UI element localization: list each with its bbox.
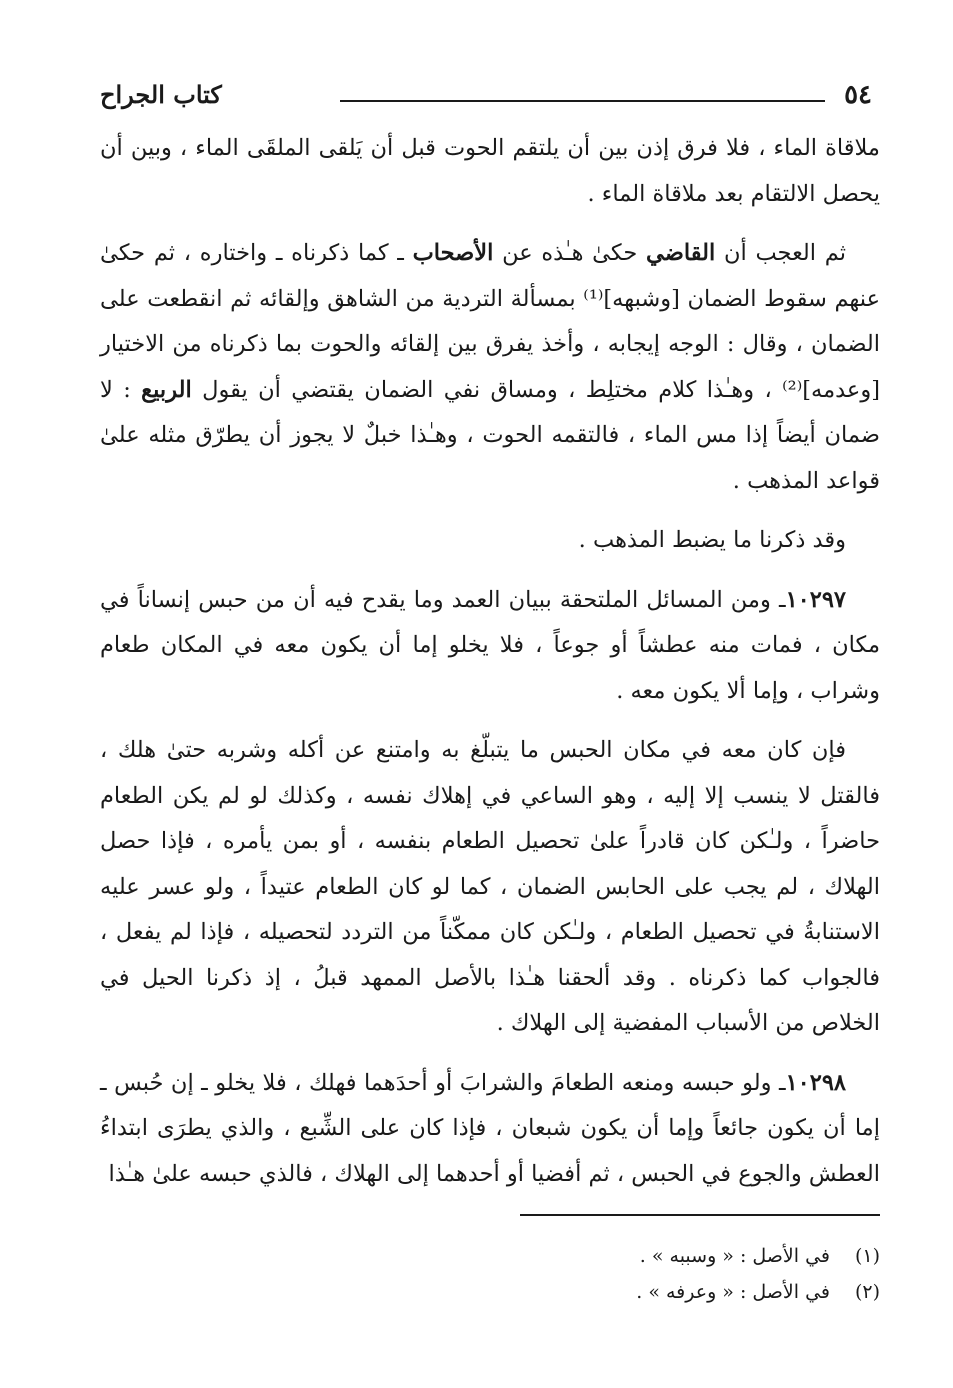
paragraph-2 — [100, 231, 880, 504]
footnote-1 — [100, 1238, 880, 1274]
name-rabi: الربيع — [141, 376, 192, 403]
paragraph-4 — [100, 578, 880, 715]
paragraph-4-number: ١٠٢٩٧ — [785, 586, 846, 613]
footnote-1-number: (١) — [854, 1245, 880, 1267]
chapter-title: كتاب الجراح — [100, 80, 222, 109]
footnote-2 — [100, 1274, 880, 1310]
name-qadi: القاضي — [646, 240, 716, 266]
paragraph-6-number: ١٠٢٩٨ — [785, 1069, 846, 1096]
page-header — [100, 78, 880, 118]
header-rule — [340, 100, 825, 102]
paragraph-2-part-e: ـ كما ذكرناه ـ واختاره ، ثم حكىٰ عنهم سقوط الضمان [وشبهه]⁽¹⁾ بمسألة التردية من الشاهق وإلقائه ثم انقطعت على الضمان ، وقال : الوجه إيجابه ، وأخذ يفرق بين إلقائه والحوت بما ذكرناه من الاختيار [وعدمه]⁽²⁾ ، وهـٰذا كلام مختلِط ، ومساق نفي الضمان يقتضي أن يقول — [100, 240, 881, 403]
paragraph-6-text: ـ ولو حبسه ومنعه الطعامَ والشرابَ أو أحدَهما فهلك ، فلا يخلو ـ إن حُبس ـ إما أن يكون جائعاً وإما أن يكون شبعان ، فإذا كان على الشِّبع ، والذي يطرَى ابتداءُ العطش والجوع في الحبس ، ثم أفضيا أو أحدهما إلى الهلاك ، فالذي حبسه علىٰ هـٰذا — [100, 1069, 880, 1187]
paragraph-6 — [100, 1061, 880, 1198]
footnote-rule — [520, 1214, 880, 1216]
footnote-1-text: في الأصل : « وسببه » . — [639, 1245, 830, 1267]
name-ashab: الأصحاب — [412, 240, 494, 266]
footnotes — [100, 1238, 880, 1310]
paragraph-1: ملاقاة الماء ، فلا فرق إذن بين أن يلتقم الحوت قبل أن يَلقى الملقَى الماء ، وبين أن يحصل الالتقام بعد ملاقاة الماء . — [100, 135, 880, 207]
footnote-2-text: في الأصل : « وعرفه » . — [636, 1281, 830, 1303]
paragraph-2-part-c: حكىٰ هـٰذه عن — [493, 240, 646, 266]
footnote-2-number: (٢) — [854, 1281, 880, 1303]
paragraph-2-part-g: : لا ضمان أيضاً إذا مس الماء ، فالتقمه الحوت ، وهـٰذا خبلٌ لا يجوز أن يطرّق مثله علىٰ قواعد المذهب . — [100, 376, 880, 494]
paragraph-2-part-a: ثم العجب أن — [715, 240, 846, 266]
paragraph-5: فإن كان معه في مكان الحبس ما يتبلّغ به وامتنع عن أكله وشربه حتىٰ هلك ، فالقتل لا ينسب إلا إليه ، وهو الساعي في إهلاك نفسه ، وكذلك لو لم يكن الطعام حاضراً ، ولـٰكن كان قادراً علىٰ تحصيل الطعام بنفسه ، أو بمن يأمره ، فإذا حصل الهلاك ، لم يجب على الحابس الضمان ، كما لو كان الطعام عتيداً ، ولو عسر عليه الاستنابةُ في تحصيل الطعام ، ولـٰكن كان ممكّناً من التردد لتحصيله ، فإذا لم يفعل ، فالجواب كما ذكرناه . وقد ألحقنا هـٰذا بالأصل الممهد قبلُ ، إذ ذكرنا الحيل في الخلاص من الأسباب المفضية إلى الهلاك . — [100, 737, 880, 1036]
page-number: ٥٤ — [844, 80, 872, 110]
paragraph-3: وقد ذكرنا ما يضبط المذهب . — [578, 527, 846, 553]
main-text — [100, 126, 880, 1197]
paragraph-4-text: ـ ومن المسائل الملتحقة ببيان العمد وما يقدح فيه أن من حبس إنساناً في مكان ، فمات منه عطشاً أو جوعاً ، فلا يخلو إما أن يكون معه في المكان طعام وشراب ، وإما ألا يكون معه . — [100, 586, 880, 704]
